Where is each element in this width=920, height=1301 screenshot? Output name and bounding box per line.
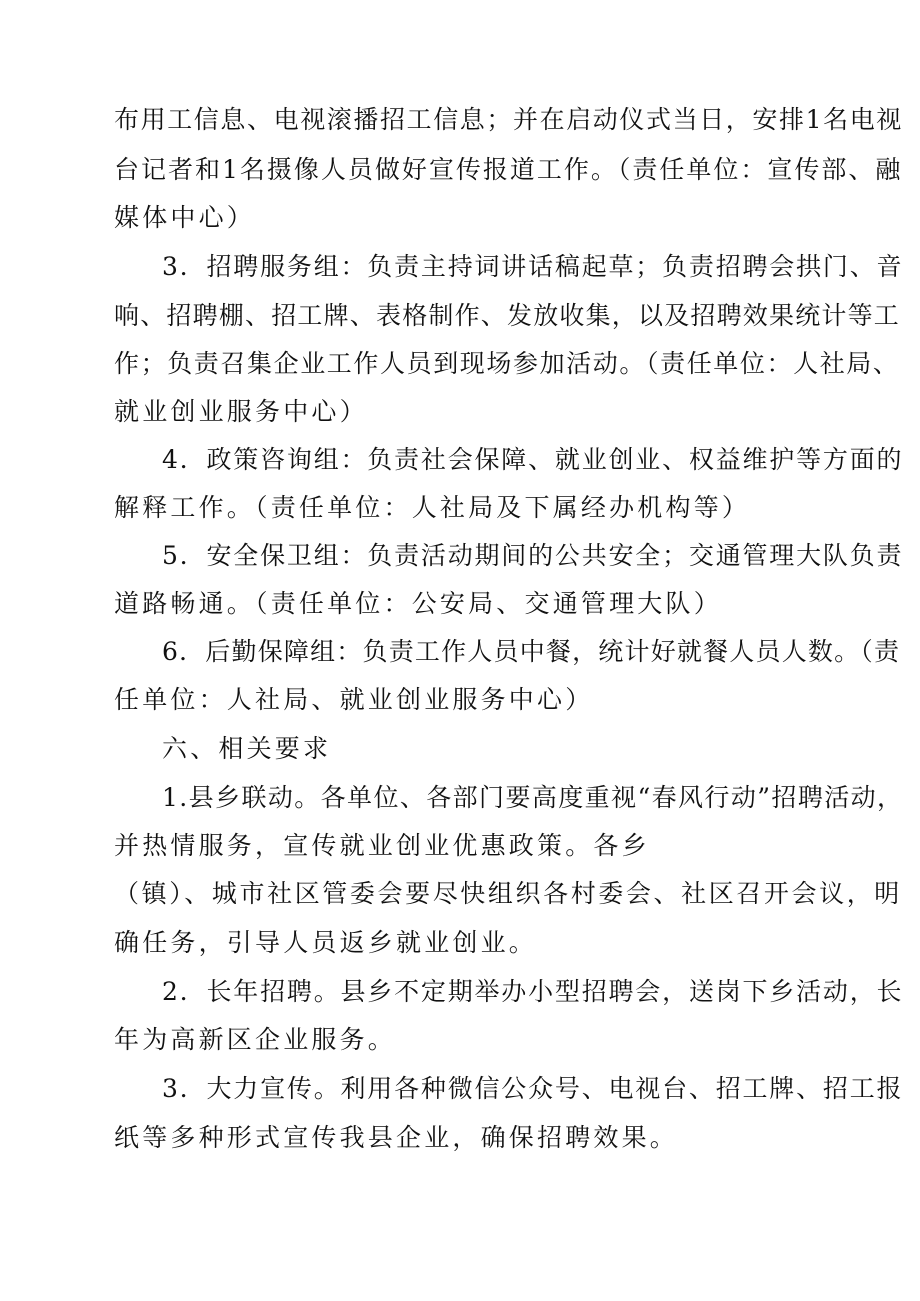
paragraph-line: 5．安全保卫组：负责活动期间的公共安全；交通管理大队负责 — [162, 541, 904, 570]
paragraph-line: 2．长年招聘。县乡不定期举办小型招聘会，送岗下乡活动，长 — [162, 977, 904, 1006]
paragraph-line: 解释工作。（责任单位：人社局及下属经办机构等） — [114, 493, 751, 522]
paragraph-line: （镇）、城市社区管委会要尽快组织各村委会、社区召开会议，明 — [114, 879, 902, 908]
paragraph-line: 年为高新区企业服务。 — [114, 1025, 397, 1054]
paragraph-line: 响、招聘棚、招工牌、表格制作、发放收集，以及招聘效果统计等工 — [114, 301, 901, 330]
paragraph-line: 1.县乡联动。各单位、各部门要高度重视“春风行动”招聘活动， — [162, 783, 904, 812]
paragraph-line: 3．招聘服务组：负责主持词讲话稿起草；负责招聘会拱门、音 — [162, 252, 904, 281]
paragraph-line: 任单位：人社局、就业创业服务中心） — [114, 685, 594, 714]
paragraph-line: 纸等多种形式宣传我县企业，确保招聘效果。 — [114, 1123, 679, 1152]
paragraph-line: 布用工信息、电视滚播招工信息；并在启动仪式当日，安排1名电视 — [114, 105, 903, 134]
paragraph-line: 4．政策咨询组：负责社会保障、就业创业、权益维护等方面的 — [162, 445, 904, 474]
section-heading: 六、相关要求 — [162, 734, 332, 763]
paragraph-line: 确任务，引导人员返乡就业创业。 — [114, 928, 538, 957]
paragraph-line: 台记者和1名摄像人员做好宣传报道工作。（责任单位：宣传部、融 — [114, 155, 903, 184]
paragraph-line: 并热情服务，宣传就业创业优惠政策。各乡 — [114, 831, 650, 860]
paragraph-line: 就业创业服务中心） — [114, 397, 368, 426]
paragraph-line: 6．后勤保障组：负责工作人员中餐，统计好就餐人员人数。（责 — [162, 637, 901, 666]
paragraph-line: 3．大力宣传。利用各种微信公众号、电视台、招工牌、招工报 — [162, 1074, 904, 1103]
paragraph-line: 作；负责召集企业工作人员到现场参加活动。（责任单位：人社局、 — [114, 349, 900, 378]
paragraph-line: 道路畅通。（责任单位：公安局、交通管理大队） — [114, 589, 722, 618]
paragraph-line: 媒体中心） — [114, 203, 256, 232]
